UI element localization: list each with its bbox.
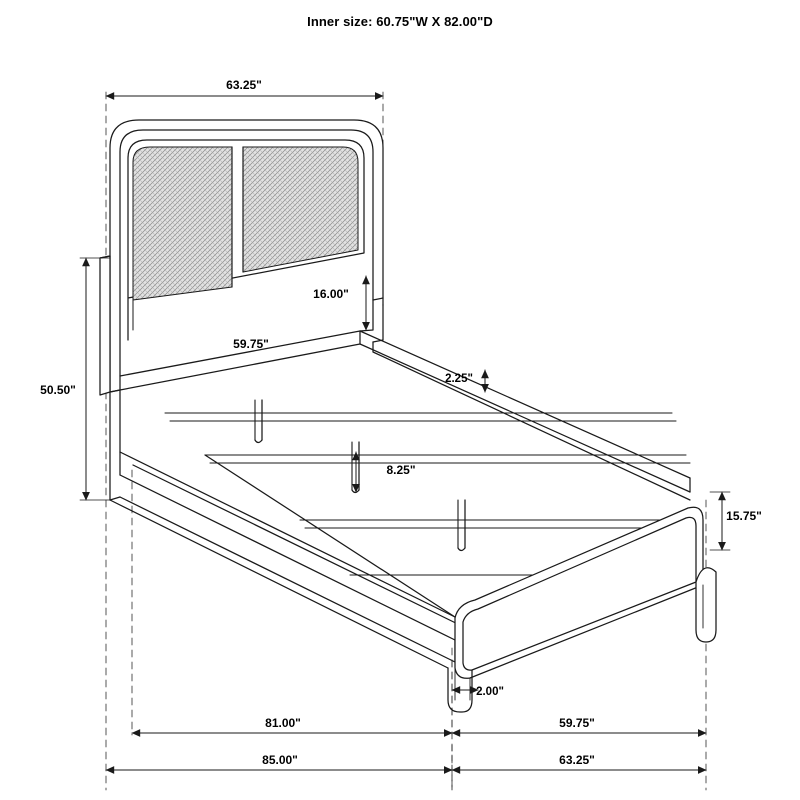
dim-overall-width: 63.25" — [559, 753, 595, 767]
dim-panel-height: 16.00" — [313, 287, 349, 301]
page-title: Inner size: 60.75"W X 82.00"D — [307, 14, 493, 29]
dim-foot-leg-width: 2.00" — [476, 686, 504, 698]
headboard-right-leg — [373, 305, 383, 342]
dim-overall-length: 85.00" — [262, 753, 298, 767]
dim-slat-thickness: 2.25" — [445, 373, 473, 385]
left-side-rail-bottom — [110, 500, 448, 668]
dim-footboard-height: 15.75" — [726, 509, 762, 523]
dim-overall-height: 50.50" — [40, 383, 76, 397]
dim-headboard-inner-width: 59.75" — [233, 337, 269, 351]
deck-line-left — [133, 465, 470, 630]
footboard-panel — [455, 507, 703, 678]
right-side-rail-edge — [360, 331, 690, 478]
dim-footboard-inner-width: 59.75" — [559, 716, 595, 730]
headboard-left-leg — [100, 256, 110, 395]
headboard-panel-right — [243, 147, 358, 272]
headboard-panel-left — [133, 147, 232, 330]
footboard-right-post — [696, 568, 716, 642]
left-side-rail-top — [120, 475, 455, 640]
dim-side-rail-length: 81.00" — [265, 716, 301, 730]
dim-clearance-height: 8.25" — [386, 463, 416, 477]
dim-headboard-width: 63.25" — [226, 78, 262, 92]
